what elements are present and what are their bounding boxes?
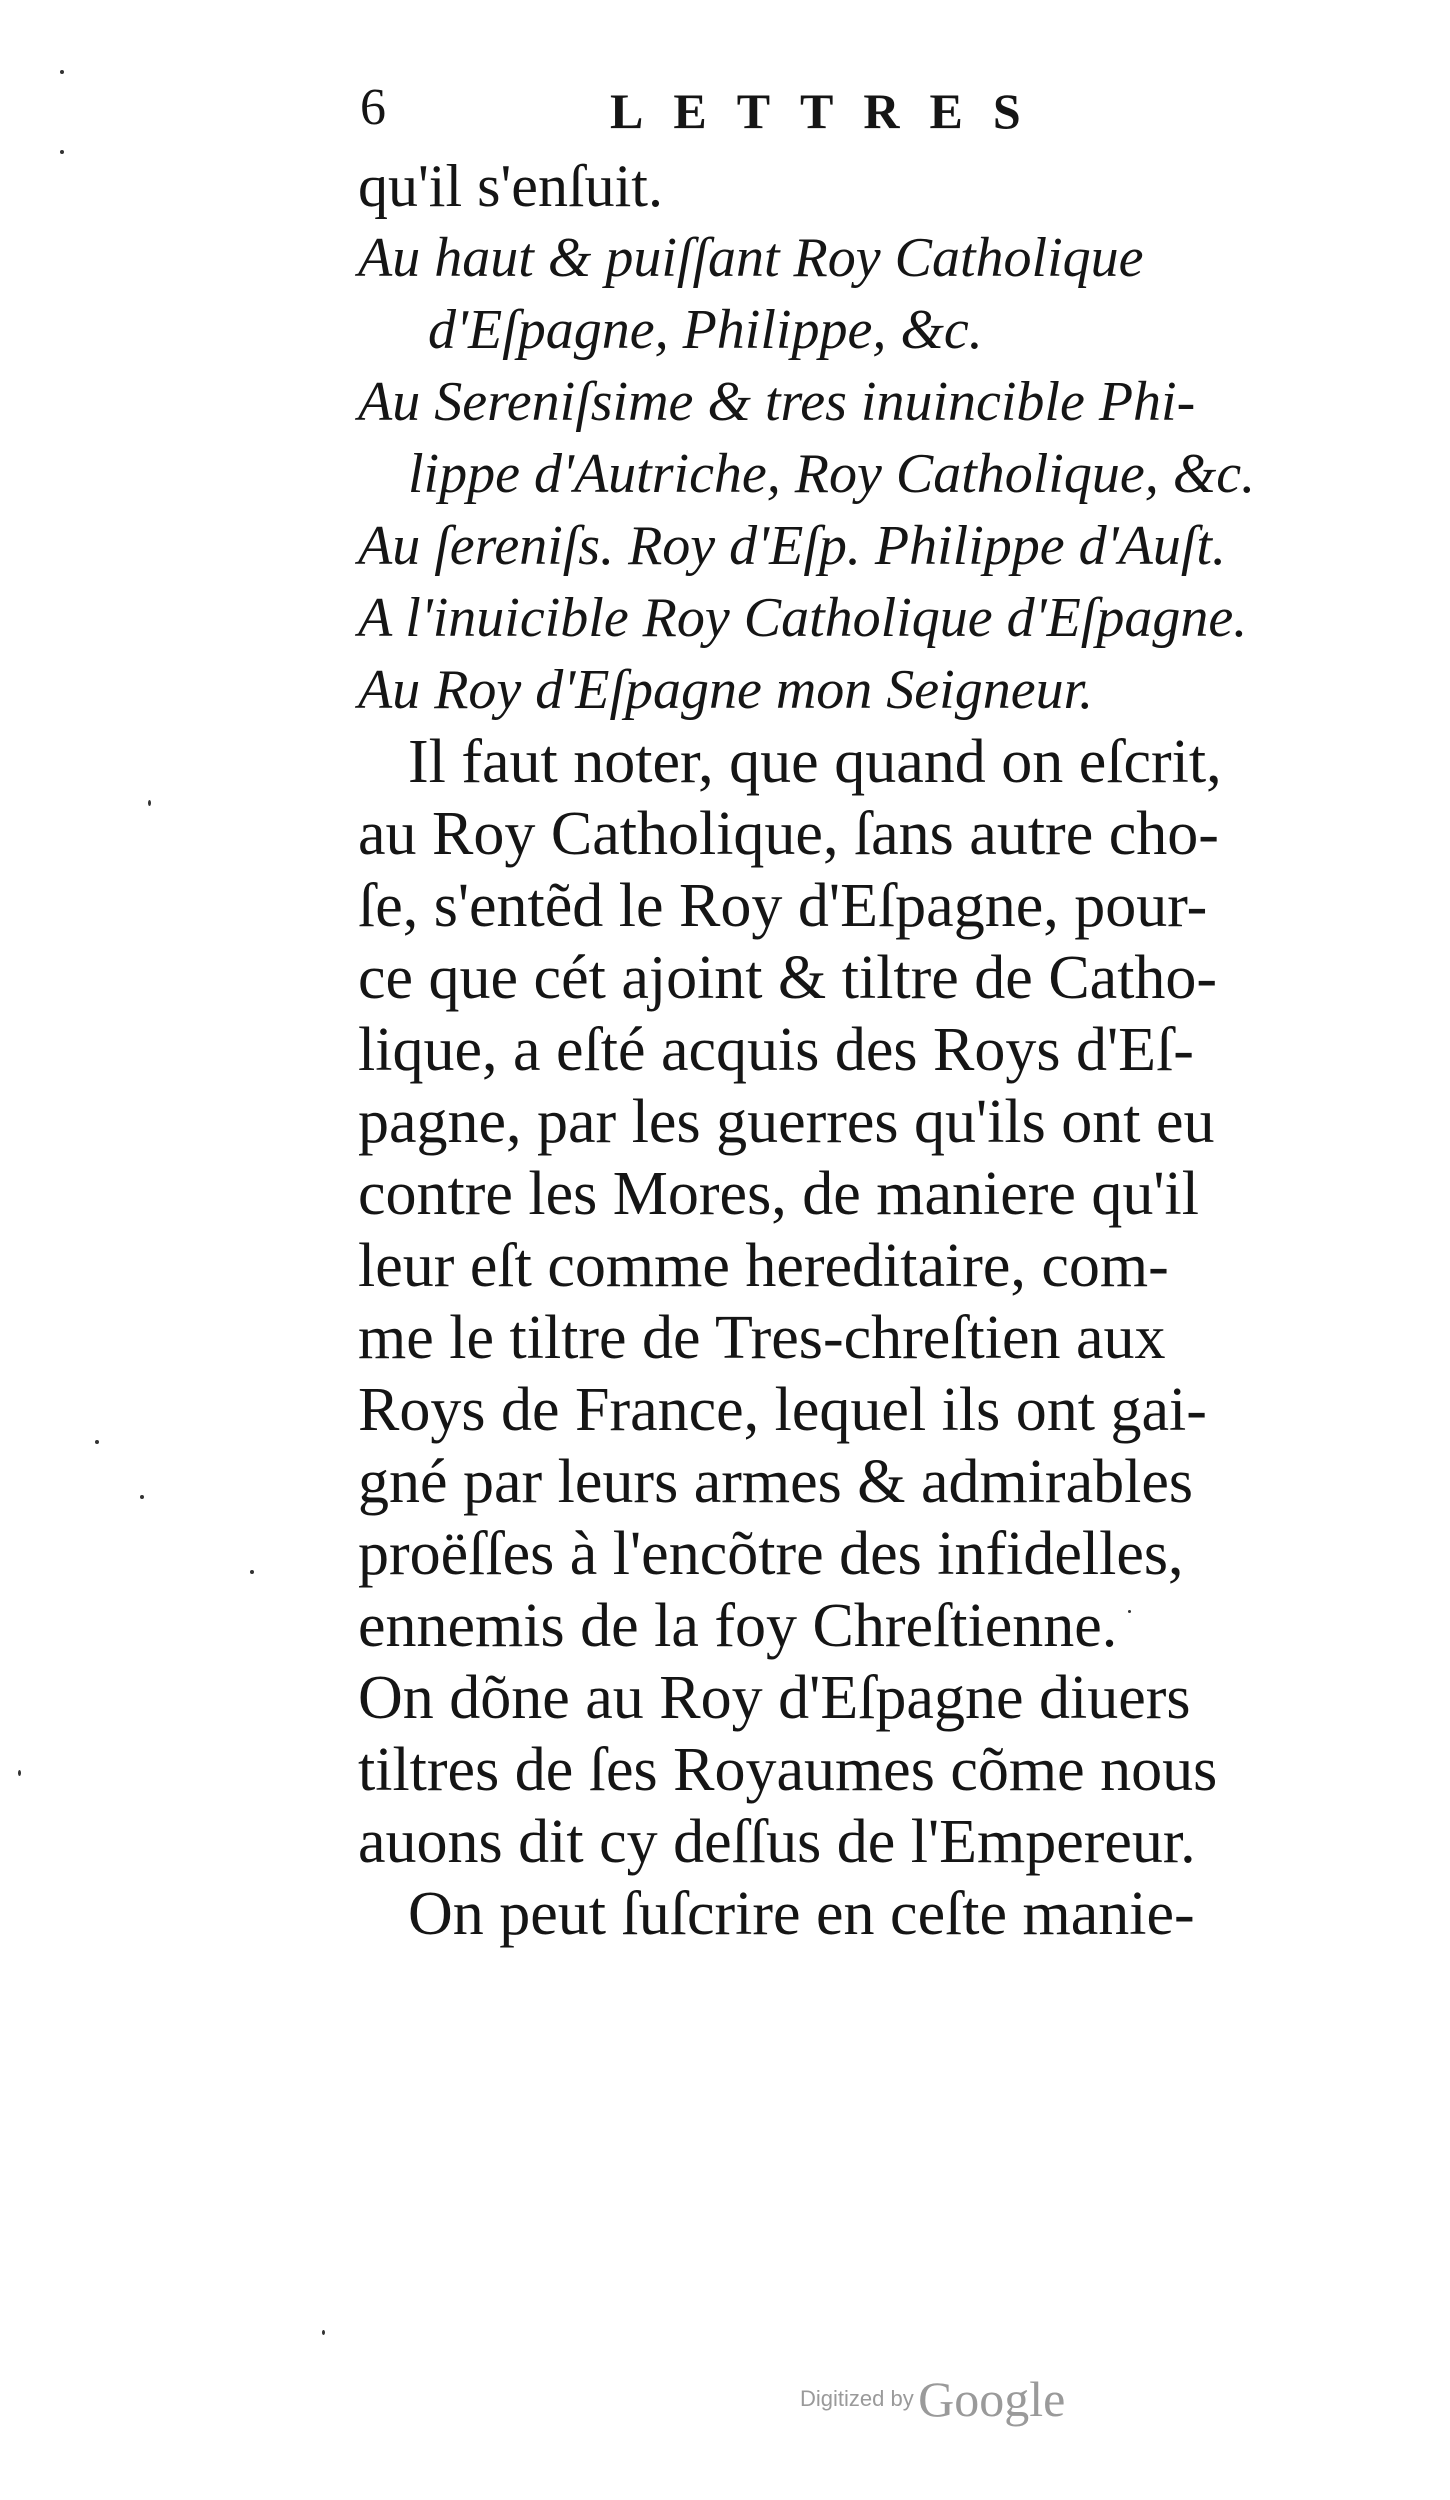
text-line: gné par leurs armes & admirables (358, 1448, 1193, 1516)
text-line: tiltres de ſes Royaumes cõme nous (358, 1736, 1218, 1804)
print-speck (250, 1570, 254, 1574)
text-line: Au ſereniſs. Roy d'Eſp. Philippe d'Auſt. (358, 515, 1226, 577)
text-line: leur eſt comme hereditaire, com- (358, 1232, 1169, 1300)
text-line: d'Eſpagne, Philippe, &c. (428, 299, 983, 361)
text-line: Il faut noter, que quand on eſcrit, (408, 728, 1222, 796)
text-line: ce que cét ajoint & tiltre de Catho- (358, 944, 1218, 1012)
text-line: pagne, par les guerres qu'ils ont eu (358, 1088, 1215, 1156)
adjacent-page-edge (1400, 560, 1440, 2160)
text-line: ennemis de la foy Chreſtienne. (358, 1592, 1118, 1660)
print-speck (148, 800, 151, 806)
print-speck (1128, 1610, 1131, 1613)
text-line: ſe, s'entẽd le Roy d'Eſpagne, pour- (358, 872, 1208, 940)
google-logo: Google (918, 2371, 1066, 2427)
text-line: contre les Mores, de maniere qu'il (358, 1160, 1199, 1228)
text-line: auons dit cy deſſus de l'Empereur. (358, 1808, 1196, 1876)
text-line: qu'il s'enſuit. (358, 153, 663, 219)
watermark-prefix: Digitized by (800, 2386, 914, 2411)
print-speck (140, 1495, 144, 1499)
print-speck (60, 70, 64, 74)
print-speck (322, 2330, 325, 2335)
text-line: Au Roy d'Eſpagne mon Seigneur. (358, 659, 1094, 721)
text-line: On peut ſuſcrire en ceſte manie- (408, 1880, 1195, 1948)
text-line: au Roy Catholique, ſans autre cho- (358, 800, 1219, 868)
print-speck (18, 1770, 21, 1776)
text-line: lique, a eſté acquis des Roys d'Eſ- (358, 1016, 1194, 1084)
text-line: lippe d'Autriche, Roy Catholique, &c. (408, 443, 1256, 505)
print-speck (95, 1440, 99, 1444)
running-head: LETTRES (610, 83, 1051, 139)
text-line: Roys de France, lequel ils ont gai- (358, 1376, 1207, 1444)
page-number: 6 (360, 79, 386, 136)
text-line: A l'inuicible Roy Catholique d'Eſpagne. (358, 587, 1248, 649)
text-block (358, 150, 1368, 1950)
text-line: me le tiltre de Tres-chreſtien aux (358, 1304, 1166, 1372)
print-speck (60, 150, 64, 154)
text-line: Au Sereniſsime & tres inuincible Phi- (358, 371, 1196, 433)
text-line: On dõne au Roy d'Eſpagne diuers (358, 1664, 1191, 1732)
text-line: proëſſes à l'encõtre des infidelles, (358, 1520, 1184, 1588)
page-header (360, 78, 1120, 158)
digitization-watermark (800, 2370, 1065, 2428)
text-line: Au haut & puiſſant Roy Catholique (358, 227, 1144, 289)
